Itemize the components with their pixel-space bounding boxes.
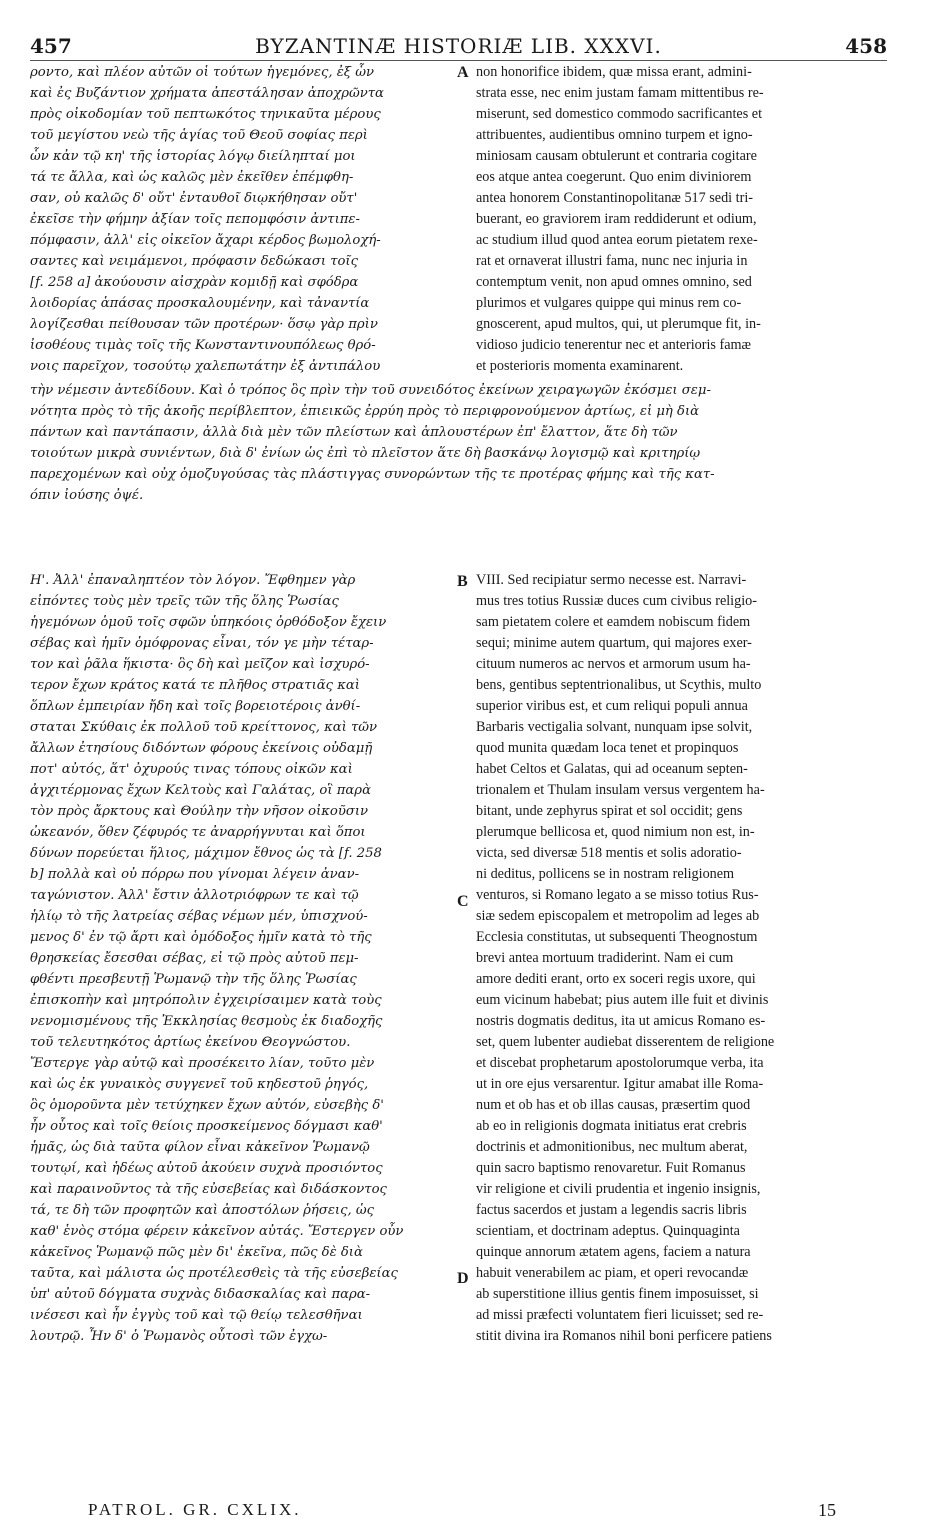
text-line: καθ' ἑνὸς στόμα φέρειν κἀκεῖνον αὐτάς. Ἔστεργεν οὖν — [30, 1224, 404, 1239]
text-line: ποτ' αὐτός, ἅτ' ὀχυρούς τινας τόπους οἰκῶν καὶ — [30, 762, 353, 777]
text-line: τερον ἔχων κράτος κατά τε πλῆθος στρατιᾶς καὶ — [30, 678, 360, 693]
text-line: θρησκείας ἔσεσθαι σέβας, εἰ τῷ πρὸς αὐτοῦ πεμ- — [30, 951, 359, 966]
text-line: quin sacro baptismo renovaretur. Fuit Romanus — [476, 1160, 746, 1176]
text-line: set, quem lubenter audiebat disserentem de religione — [476, 1034, 775, 1050]
margin-marker-a: A — [457, 64, 469, 81]
text-line: scientiam, et doctrinam adeptus. Quinquaginta — [476, 1223, 740, 1239]
text-line: trionalem et Thulam insulam versus vergentem ha- — [476, 782, 765, 798]
text-line: ἡμᾶς, ὡς διὰ ταῦτα φίλον εἶναι κἀκεῖνον Ῥωμανῷ — [30, 1140, 370, 1155]
greek-full-width-passage — [30, 380, 898, 508]
text-line: παρεχομένων καὶ οὐχ ὁμοζυγούσας τὰς πλάστιγγας συνορώντων τῆς τε προτέρας φήμης καὶ τῆς κατ- — [30, 467, 715, 482]
text-line: σαντες καὶ νειμάμενοι, πρόφασιν δεδώκασι τοῖς — [30, 254, 358, 269]
text-line: ὑπ' αὐτοῦ δόγματα συχνὰς διδασκαλίας καὶ παρα- — [30, 1287, 371, 1302]
text-line: σαν, οὐ καλῶς δ' οὔτ' ἐνταυθοῖ διῳκήθησαν οὔτ' — [30, 191, 358, 206]
greek-column-bottom — [30, 570, 455, 1350]
text-line: σέβας καὶ ἡμῖν ὁμόφρονας εἶναι, τόν γε μὴν τέταρ- — [30, 636, 374, 651]
text-line: λογίζεσθαι πείθουσαν τῶν προτέρων· ὅσῳ γὰρ πρὶν — [30, 317, 378, 332]
text-line: ὧν κἀν τῷ κη' τῆς ἱστορίας λόγῳ διείληπταί μοι — [30, 149, 356, 164]
text-line: siæ sedem episcopalem et metropolim ad leges ab — [476, 908, 760, 924]
text-line: όπιν ἰούσης ὀψέ. — [30, 488, 144, 503]
text-line: b] πολλὰ καὶ οὐ πόρρω που γίνομαι λέγειν ἀναν- — [30, 867, 360, 882]
text-line: cituum numeros ac nervos et armorum usum ha- — [476, 656, 751, 672]
text-line: τοῦ τελευτηκότος ἀρτίως ἐκείνου Θεογνώστου. — [30, 1035, 351, 1050]
text-line: καὶ παραινοῦντος τὰ τῆς εὐσεβείας καὶ διδάσκοντος — [30, 1182, 387, 1197]
text-line: τὴν νέμεσιν ἀντεδίδουν. Καὶ ὁ τρόπος ὃς πρὶν τὴν τοῦ συνειδότος ἐκείνων χειραγωγῶν ἐκόσμει σεμ- — [30, 383, 711, 398]
text-line: strata esse, nec enim justam famam mittentibus re- — [476, 85, 764, 101]
text-line: mus tres totius Russiæ duces cum civibus religio- — [476, 593, 757, 609]
text-line: non honorifice ibidem, quæ missa erant, admini- — [476, 64, 752, 80]
text-line: καὶ ἐς Βυζάντιον χρήματα ἀπεστάλησαν ἀποχρῶντα — [30, 86, 384, 101]
text-line: victa, sed diversæ 518 mentis et solis adoratio- — [476, 845, 742, 861]
text-line: buerant, eo graviorem iram reddiderunt et odium, — [476, 211, 757, 227]
text-line: ὠκεανόν, ὅθεν ζέφυρός τε ἀναρρήγνυται καὶ ὅποι — [30, 825, 366, 840]
text-line: τὸν πρὸς ἄρκτους καὶ Θούλην τὴν νῆσον οἰκοῦσιν — [30, 804, 369, 819]
text-line: contemptum venit, non apud omnes omnino, sed — [476, 274, 752, 290]
text-line: πόμφασιν, ἀλλ' εἰς οἰκεῖον ἄχαρι κέρδος βωμολοχή- — [30, 233, 381, 248]
text-line: ac studium illud quod antea eorum pietatem rexe- — [476, 232, 758, 248]
text-line: plerumque bellicosa et, quod nimium non est, in- — [476, 824, 755, 840]
text-line: ἄλλων ἐτησίους διδόντων φόρους ἐκείνοις οὐδαμῇ — [30, 741, 373, 756]
text-line: τοῦ μεγίστου νεὼ τῆς ἁγίας τοῦ Θεοῦ σοφίας περὶ — [30, 128, 368, 143]
text-line: ut in ore ejus versarentur. Igitur amabat ille Roma- — [476, 1076, 764, 1092]
text-line: ὅπλων ἐμπειρίαν ἤδη καὶ τοῖς βορειοτέροις ἀνθί- — [30, 699, 361, 714]
text-line: [f. 258 a] ἀκούουσιν αἰσχρὰν κομιδῇ καὶ σφόδρα — [30, 275, 359, 290]
footer-sheet-number: 15 — [818, 1500, 836, 1520]
text-line: λουτρῷ. Ἦν δ' ὁ Ῥωμανὸς οὗτοσὶ τῶν ἐγχω- — [30, 1329, 328, 1344]
text-line: ἐπισκοπὴν καὶ μητρόπολιν ἐγχειρίσαιμεν κατὰ τοὺς — [30, 993, 382, 1008]
text-line: ταῦτα, καὶ μάλιστα ὡς προτέλεσθεὶς τὰ τῆς εὐσεβείας — [30, 1266, 398, 1281]
text-line: δύνων πορεύεται ἥλιος, μάχιμον ἔθνος ὡς τὰ [f. 258 — [30, 846, 382, 861]
text-line: antea honorem Constantinopolitanæ 517 sedi tri- — [476, 190, 754, 206]
text-line: quod munita quædam loca tenet et propinquos — [476, 740, 739, 756]
text-line: τουτῳί, καὶ ἡδέως αὐτοῦ ἀκούειν συχνὰ προσιόντος — [30, 1161, 383, 1176]
margin-marker-c: C — [457, 893, 469, 910]
text-line: stitit divina ira Romanos nihil boni perficere patiens — [476, 1328, 772, 1344]
text-line: quinque annorum ætatem agens, faciem a natura — [476, 1244, 751, 1260]
text-line: habet Celtos et Galatas, qui ad oceanum septen- — [476, 761, 748, 777]
text-line: πάντων καὶ παντάπασιν, ἀλλὰ διὰ μὲν τῶν πλείστων καὶ ἁπλουστέρων ἐπ' ἔλαττον, ἅτε δὴ τῶν — [30, 425, 678, 440]
running-header — [30, 30, 887, 61]
text-line: ἡγεμόνων ὁμοῦ τοῖς σφῶν ὑπηκόοις ὀρθόδοξον ἔχειν — [30, 615, 387, 630]
text-line: πρὸς οἰκοδομίαν τοῦ πεπτωκότος τηνικαῦτα μέρους — [30, 107, 381, 122]
page-number-right: 458 — [845, 34, 887, 58]
text-line: ab eo in religionis dogmata initiatus erat crebris — [476, 1118, 747, 1134]
text-line: rat et ornaverat illustri fama, nunc nec injuria in — [476, 253, 748, 269]
text-line: νοις παρεῖχον, τοσούτῳ χαλεπωτάτην ἐξ ἀντιπάλου — [30, 359, 381, 374]
text-line: ἐκεῖσε τὴν φήμην ἀξίαν τοῖς πεπομφόσιν ἀντιπε- — [30, 212, 360, 227]
text-line: amore dediti erant, orto ex soceri regis uxore, qui — [476, 971, 756, 987]
text-line: τον καὶ ῥᾶλα ἥκιστα· ὃς δὴ καὶ μεῖζον καὶ ἰσχυρό- — [30, 657, 370, 672]
text-line: nostris dogmatis deditus, ita ut amicus Romano es- — [476, 1013, 766, 1029]
text-line: brevi antea mortuum tradiderint. Nam ei cum — [476, 950, 734, 966]
text-line: et discebat prophetarum apostolorumque verba, ita — [476, 1055, 764, 1071]
greek-column-top — [30, 62, 455, 380]
text-line: vir religione et civili prudentia et ingenio insignis, — [476, 1181, 761, 1197]
text-line: VIII. Sed recipiatur sermo necesse est. Narravi- — [476, 572, 747, 588]
running-title: BYZANTINÆ HISTORIÆ LIB. XXXVI. — [255, 34, 662, 58]
text-line: miserunt, sed domestico commodo sacrificantes et — [476, 106, 763, 122]
text-line: sam pietatem colere et eamdem nobiscum fidem — [476, 614, 751, 630]
text-line: ad missi præfecti voluntatem fieri licuisset; sed re- — [476, 1307, 764, 1323]
text-line: miniosam causam obtulerunt et contraria cogitare — [476, 148, 757, 164]
text-line: eum vicinum habebat; pius autem ille fuit et divinis — [476, 992, 769, 1008]
text-line: gnoscerent, apud multos, qui, ut plerumque fit, in- — [476, 316, 761, 332]
text-line: ἦν οὗτος καὶ τοῖς θείοις προσκείμενος δόγμασι καθ' — [30, 1119, 383, 1134]
text-line: εἰπόντες τοὺς μὲν τρεῖς τῶν τῆς ὅλης Ῥωσίας — [30, 594, 339, 609]
latin-column-bottom — [476, 570, 898, 1350]
text-line: φθέντι πρεσβευτῇ Ῥωμανῷ τὴν τῆς ὅλης Ῥωσίας — [30, 972, 357, 987]
text-line: τοιούτων μικρὰ συνιέντων, διὰ δ' ἐνίων ὡς ἐπὶ τὸ πλεῖστον ἅτε δὴ βασκάνῳ λογισμῷ καὶ κριτηρίῳ — [30, 446, 701, 461]
footer-signature: PATROL. GR. CXLIX. — [88, 1500, 302, 1519]
latin-column-top — [476, 62, 898, 380]
text-line: σταται Σκύθαις ἐκ πολλοῦ τοῦ κρείττονος, καὶ τῶν — [30, 720, 378, 735]
text-line: habuit venerabilem ac piam, et operi revocandæ — [476, 1265, 749, 1281]
text-line: καὶ ὡς ἐκ γυναικὸς συγγενεῖ τοῦ κηδεστοῦ ῥηγός, — [30, 1077, 369, 1092]
text-line: num et ob has et ob illas causas, præsertim quod — [476, 1097, 751, 1113]
margin-marker-d: D — [457, 1270, 469, 1287]
margin-marker-b: B — [457, 573, 468, 590]
text-line: τά, τε δὴ τῶν προφητῶν καὶ ἀποστόλων ῥήσεις, ὡς — [30, 1203, 374, 1218]
text-line: attribuentes, audientibus omnino turpem et igno- — [476, 127, 753, 143]
text-line: superior viribus est, et cum reliqui populi annua — [476, 698, 748, 714]
text-line: ni deditus, pollicens se in nostram religionem — [476, 866, 735, 882]
text-line: vidioso judicio tenerentur nec et anterioris famæ — [476, 337, 751, 353]
text-line: ἡλίῳ τὸ τῆς λατρείας σέβας νέμων μέν, ὑπισχνού- — [30, 909, 368, 924]
text-line: Ecclesia constitutas, ut subsequenti Theognostum — [476, 929, 758, 945]
text-line: sequi; minime autem quartum, qui majores exer- — [476, 635, 752, 651]
text-line: eos atque antea coegerunt. Quo enim diviniorem — [476, 169, 752, 185]
page-number-left: 457 — [30, 34, 72, 58]
text-line: ινέσεσι καὶ ἦν ἐγγὺς τοῦ καὶ τῷ θείῳ τελεσθῆναι — [30, 1308, 363, 1323]
text-line: bens, gentibus septentrionalibus, ut Scythis, multo — [476, 677, 762, 693]
text-line: νενομισμένους τῆς Ἐκκλησίας θεσμοὺς ἐκ διαδοχῆς — [30, 1014, 383, 1029]
text-line: ab superstitione illius gentis finem imposuisset, si — [476, 1286, 759, 1302]
text-line: τά τε ἄλλα, καὶ ὡς καλῶς μὲν ἐκεῖθεν ἐπέμφθη- — [30, 170, 354, 185]
text-line: Η'. Ἀλλ' ἐπαναληπτέον τὸν λόγον. Ἔφθημεν γὰρ — [30, 573, 356, 588]
text-line: Ἔστεργε γὰρ αὐτῷ καὶ προσέκειτο λίαν, τοῦτο μὲν — [30, 1056, 375, 1071]
text-line: μενος δ' ἐν τῷ ἄρτι καὶ ὁμόδοξος ἡμῖν κατὰ τὸ τῆς — [30, 930, 372, 945]
text-line: νότητα πρὸς τὸ τῆς ἀκοῆς περίβλεπτον, ἐπιεικῶς ἐρρύη πρὸς τὸ περιφρονούμενον ἀρτίως, εἰ μὴ διὰ — [30, 404, 700, 419]
text-line: ὃς ὁμοροῦντα μὲν τετύχηκεν ἔχων αὐτόν, εὐσεβὴς δ' — [30, 1098, 384, 1113]
text-line: κἀκεῖνος Ῥωμανῷ πῶς μὲν δι' ἐκεῖνα, πῶς δὲ διὰ — [30, 1245, 363, 1260]
text-line: ταγώνιστον. Ἀλλ' ἔστιν ἀλλοτριόφρων τε καὶ τῷ — [30, 888, 359, 903]
text-line: et posterioris momenta examinarent. — [476, 358, 684, 374]
text-line: ἀγχιτέρμονας ἔχων Κελτοὺς καὶ Γαλάτας, οἳ παρὰ — [30, 783, 371, 798]
text-line: bitant, unde zephyrus spirat et sol occidit; gens — [476, 803, 743, 819]
text-line: ροντο, καὶ πλέον αὐτῶν οἱ τούτων ἡγεμόνες, ἐξ ὧν — [30, 65, 375, 80]
text-line: ἰσοθέους τιμὰς τοῖς τῆς Κωνσταντινουπόλεως θρό- — [30, 338, 376, 353]
text-line: plurimos et vulgares quippe qui minus rem co- — [476, 295, 742, 311]
text-line: factus sacerdos et justam a legendis sacris libris — [476, 1202, 747, 1218]
text-line: λοιδορίας ἁπάσας προσκαλουμένην, καὶ τἀναντία — [30, 296, 370, 311]
text-line: venturos, si Romano legato a se misso totius Rus- — [476, 887, 759, 903]
text-line: Barbaris vectigalia solvant, nunquam ipse solvit, — [476, 719, 753, 735]
text-line: doctrinis et admonitionibus, nec multum aberat, — [476, 1139, 748, 1155]
